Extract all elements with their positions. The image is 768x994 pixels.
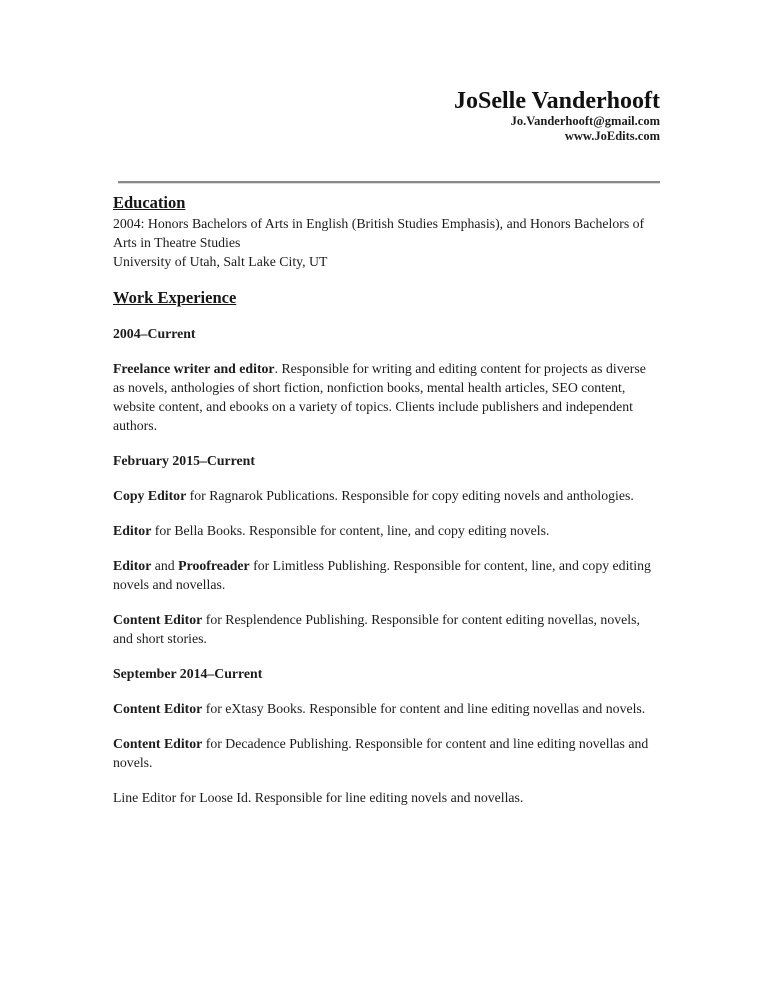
resume-header — [113, 88, 660, 144]
work-entry — [113, 486, 660, 505]
education-line: 2004: Honors Bachelors of Arts in English (British Studies Emphasis), and Honors Bachelors of Arts in Theatre Studies — [113, 216, 645, 250]
work-date-heading — [113, 664, 660, 683]
text-run: for Resplendence Publishing. Responsible for content editing novellas, novels, and short stories. — [113, 612, 640, 646]
work-entry — [113, 521, 660, 540]
work-experience-heading: Work Experience — [113, 288, 237, 307]
bold-text-run: Content Editor — [113, 612, 203, 627]
header-divider — [118, 181, 660, 184]
work-entry — [113, 359, 660, 435]
work-experience-section — [113, 288, 660, 807]
work-entry — [113, 556, 660, 594]
bold-text-run: Proofreader — [178, 558, 250, 573]
text-run: for Limitless Publishing. Responsible for content, line, and copy editing novels and novellas. — [113, 558, 651, 592]
bold-text-run: 2004–Current — [113, 326, 196, 341]
education-heading: Education — [113, 193, 186, 212]
bold-text-run: Editor — [113, 558, 152, 573]
bold-text-run: September 2014–Current — [113, 666, 263, 681]
text-run: Line Editor for Loose Id. Responsible for line editing novels and novellas. — [113, 790, 524, 805]
bold-text-run: February 2015–Current — [113, 453, 255, 468]
bold-text-run: Editor — [113, 523, 152, 538]
work-date-heading — [113, 324, 660, 343]
website-text: www.JoEdits.com — [564, 129, 660, 143]
bold-text-run: Content Editor — [113, 701, 203, 716]
text-run: for Ragnarok Publications. Responsible for copy editing novels and anthologies. — [186, 488, 634, 503]
bold-text-run: Freelance writer and editor — [113, 361, 275, 376]
email-text: Jo.Vanderhooft@gmail.com — [510, 114, 660, 128]
text-run: and — [151, 558, 179, 573]
education-details — [113, 214, 660, 271]
work-entry — [113, 610, 660, 648]
text-run: for Decadence Publishing. Responsible for content and line editing novellas and novels. — [113, 736, 649, 770]
bold-text-run: Copy Editor — [113, 488, 187, 503]
text-run: for eXtasy Books. Responsible for content and line editing novellas and novels. — [202, 701, 646, 716]
person-name: JoSelle Vanderhooft — [453, 88, 660, 114]
text-run: . Responsible for writing and editing content for projects as diverse as novels, anthologies of short fiction, nonfiction books, mental health articles, SEO content, website content, and ebooks on a variety of topics. Clients include publishers and independent authors. — [113, 361, 646, 433]
work-date-heading — [113, 451, 660, 470]
work-entry — [113, 788, 660, 807]
work-entry — [113, 734, 660, 772]
education-line: University of Utah, Salt Lake City, UT — [113, 254, 328, 269]
education-section — [113, 193, 660, 271]
work-entry — [113, 699, 660, 718]
bold-text-run: Content Editor — [113, 736, 203, 751]
work-entries — [113, 324, 660, 807]
text-run: for Bella Books. Responsible for content, line, and copy editing novels. — [151, 523, 550, 538]
